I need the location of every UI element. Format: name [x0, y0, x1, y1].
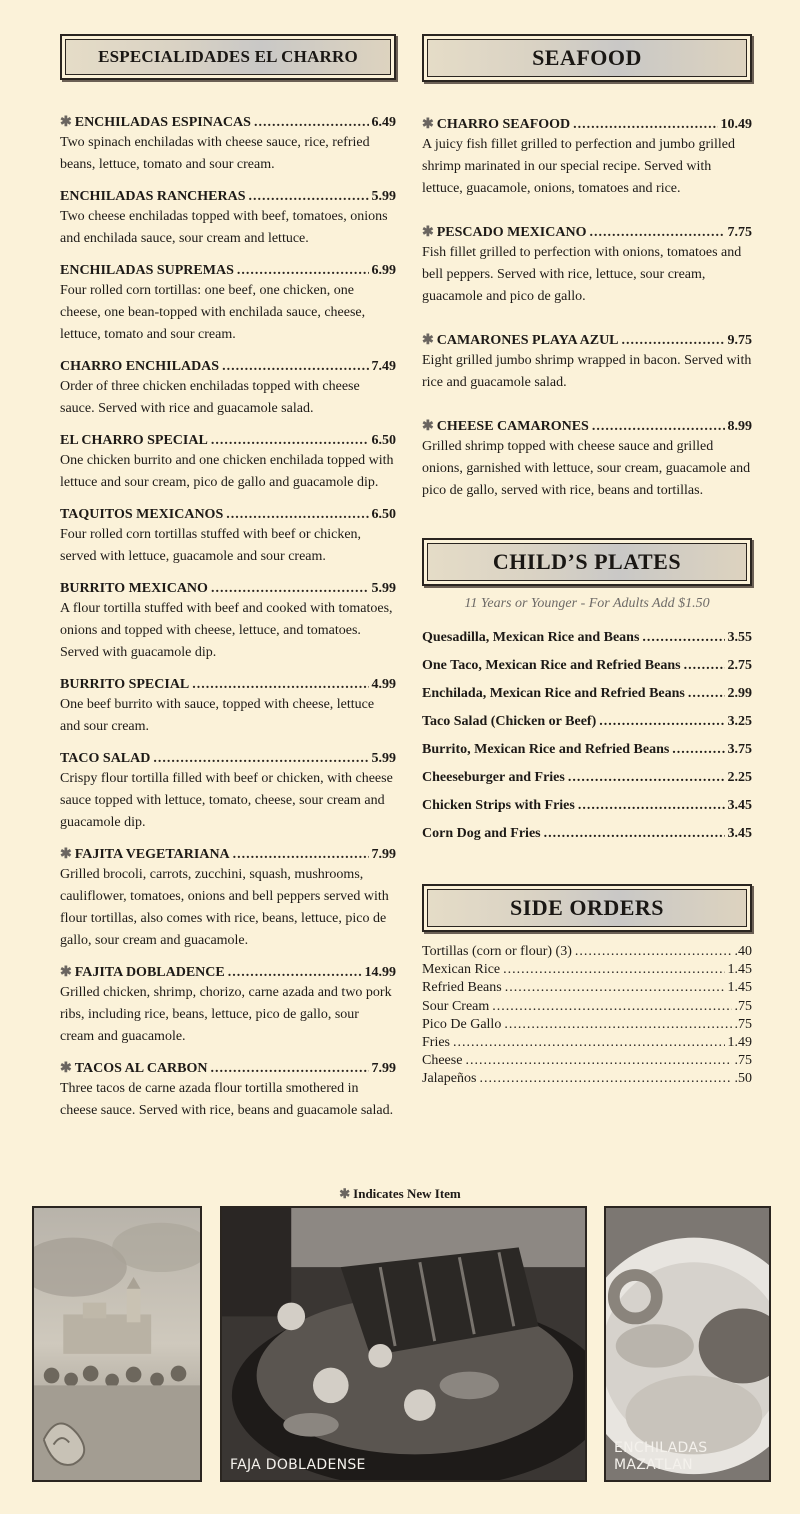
star-icon: ✱ [339, 1186, 351, 1201]
menu-item-name: CHARRO SEAFOOD [436, 117, 571, 132]
row-name: Quesadilla, Mexican Rice and Beans [422, 630, 640, 645]
row-price: 3.55 [727, 630, 752, 645]
menu-item-header [60, 114, 396, 132]
new-item-star-icon: ✱ [60, 115, 72, 130]
new-item-star-icon: ✱ [422, 333, 434, 348]
row-name: Taco Salad (Chicken or Beef) [422, 714, 597, 729]
menu-item-price: 7.75 [727, 225, 752, 240]
menu-item-header [422, 116, 752, 134]
right-column [422, 34, 752, 1089]
menu-item [60, 114, 396, 176]
dot-leader [589, 224, 724, 242]
menu-item-name: ENCHILADAS RANCHERAS [60, 189, 246, 204]
dot-leader [642, 624, 724, 652]
side-order-row [422, 1034, 752, 1052]
menu-item-description: Eight grilled jumbo shrimp wrapped in bacon. Served with rice and guacamole salad. [422, 353, 752, 390]
row-price: 1.49 [727, 1035, 752, 1051]
menu-item-price: 5.99 [371, 581, 396, 596]
menu-item-price: 6.50 [371, 433, 396, 448]
menu-item-description: One beef burrito with sauce, topped with cheese, lettuce and sour cream. [60, 697, 375, 734]
menu-item-description: Crispy flour tortilla filled with beef or chicken, with cheese sauce topped with lettuce, tomato, cheese, sour cream and guacamole dip. [60, 771, 393, 830]
row-price: 1.45 [727, 962, 752, 978]
menu-item-price: 6.99 [371, 263, 396, 278]
menu-item [60, 506, 396, 568]
menu-item-price: 6.50 [371, 507, 396, 522]
menu-item [60, 676, 396, 738]
menu-item-description: Four rolled corn tortillas: one beef, one chicken, one cheese, one bean-topped with enchilada sauce, cheese, lettuce, tomato and sour cream. [60, 283, 366, 342]
menu-item-price: 14.99 [364, 965, 396, 980]
row-price: 3.25 [727, 714, 752, 729]
menu-item-header [60, 188, 396, 206]
menu-item [60, 750, 396, 834]
child-plate-row [422, 624, 752, 652]
menu-item-name: BURRITO MEXICANO [60, 581, 208, 596]
row-name: Sour Cream [422, 998, 490, 1014]
row-name: Pico De Gallo [422, 1016, 502, 1032]
row-name: Enchilada, Mexican Rice and Refried Beans [422, 686, 685, 701]
new-item-legend [0, 1186, 800, 1202]
menu-item-description: One chicken burrito and one chicken enchilada topped with lettuce and sour cream, pico de gallo and guacamole dip. [60, 453, 394, 490]
dot-leader [599, 708, 724, 736]
dot-leader [228, 964, 362, 982]
menu-item [60, 580, 396, 664]
menu-item-name: PESCADO MEXICANO [436, 225, 587, 240]
row-price: 2.75 [727, 658, 752, 673]
menu-item-name: TACO SALAD [60, 751, 151, 766]
side-order-row [422, 979, 752, 997]
new-item-star-icon: ✱ [60, 965, 72, 980]
dot-leader [592, 418, 725, 436]
menu-item-header [60, 506, 396, 524]
row-name: Corn Dog and Fries [422, 826, 541, 841]
menu-item-name: FAJITA VEGETARIANA [74, 847, 230, 862]
dot-leader [479, 1070, 731, 1088]
dot-leader [453, 1034, 725, 1052]
dot-leader [684, 652, 725, 680]
menu-item-name: ENCHILADAS ESPINACAS [74, 115, 251, 130]
menu-item-description: A juicy fish fillet grilled to perfection and jumbo grilled shrimp marinated in our special recipe. Served with lettuce, guacamole, onions, tomatoes and rice. [422, 137, 735, 196]
dot-leader [222, 358, 368, 376]
legend-text: Indicates New Item [353, 1186, 461, 1201]
dot-leader [544, 820, 725, 848]
menu-item-price: 7.99 [371, 1061, 396, 1076]
new-item-star-icon: ✱ [60, 847, 72, 862]
new-item-star-icon: ✱ [60, 1061, 72, 1076]
child-plate-row [422, 708, 752, 736]
row-price: 3.75 [727, 742, 752, 757]
menu-item-header [60, 262, 396, 280]
row-name: Cheese [422, 1053, 463, 1069]
especialidades-heading: ESPECIALIDADES EL CHARRO [65, 39, 391, 75]
child-plate-row [422, 792, 752, 820]
row-name: Cheeseburger and Fries [422, 770, 565, 785]
menu-item-price: 7.99 [371, 847, 396, 862]
new-item-star-icon: ✱ [422, 117, 434, 132]
photo-faja-dobladense-caption: FAJA DOBLADENSE [230, 1457, 366, 1473]
menu-item-name: EL CHARRO SPECIAL [60, 433, 208, 448]
dot-leader [237, 262, 369, 280]
sides-heading: SIDE ORDERS [427, 889, 747, 927]
dot-leader [492, 998, 731, 1016]
menu-item-name: CHEESE CAMARONES [436, 419, 589, 434]
row-name: Refried Beans [422, 980, 502, 996]
menu-item-name: CHARRO ENCHILADAS [60, 359, 220, 374]
menu-item [60, 964, 396, 1048]
dot-leader [578, 792, 725, 820]
photo-mission [32, 1206, 202, 1482]
row-name: Chicken Strips with Fries [422, 798, 575, 813]
side-order-row [422, 1052, 752, 1070]
photo-faja-dobladense [220, 1206, 587, 1482]
row-price: 2.99 [727, 686, 752, 701]
row-price: 1.45 [727, 980, 752, 996]
row-price: 3.45 [727, 798, 752, 813]
menu-item-name: BURRITO SPECIAL [60, 677, 190, 692]
row-name: One Taco, Mexican Rice and Refried Beans [422, 658, 681, 673]
menu-item [422, 332, 752, 394]
menu-item [60, 846, 396, 952]
dot-leader [672, 736, 724, 764]
menu-item-price: 6.49 [371, 115, 396, 130]
row-price: .40 [734, 944, 752, 959]
menu-item [422, 116, 752, 200]
menu-item-description: Grilled shrimp topped with cheese sauce and grilled onions, garnished with lettuce, sour cream, guacamole and pico de gallo, served with rice, beans and tortillas. [422, 439, 751, 498]
fajita-plate-image [222, 1208, 585, 1480]
menu-item-description: Order of three chicken enchiladas topped with cheese sauce. Served with rice and guacamole salad. [60, 379, 360, 416]
menu-item-description: Two spinach enchiladas with cheese sauce, rice, refried beans, lettuce, tomato and sour cream. [60, 135, 370, 172]
row-name: Mexican Rice [422, 962, 501, 978]
seafood-heading-box [422, 34, 752, 82]
menu-item-header [60, 964, 396, 982]
row-name: Jalapeños [422, 1071, 477, 1087]
child-plate-row [422, 652, 752, 680]
child-plate-row [422, 764, 752, 792]
seafood-list [422, 116, 752, 502]
menu-item-name: TAQUITOS MEXICANOS [60, 507, 224, 522]
dot-leader [465, 1052, 731, 1070]
child-subtitle: 11 Years or Younger - For Adults Add $1.50 [464, 596, 710, 611]
dot-leader [211, 432, 369, 450]
child-list [422, 624, 752, 848]
row-price: .75 [734, 998, 752, 1014]
menu-item-header [422, 418, 752, 436]
especialidades-heading-box [60, 34, 396, 80]
photo-enchiladas-mazatlan [604, 1206, 771, 1482]
dot-leader [249, 188, 369, 206]
menu-item-header [422, 224, 752, 242]
side-order-row [422, 998, 752, 1016]
dot-leader [211, 1060, 369, 1078]
menu-item-header [422, 332, 752, 350]
menu-item-header [60, 1060, 396, 1078]
especialidades-column [60, 34, 396, 1122]
menu-item-price: 5.99 [371, 189, 396, 204]
row-price: .75 [734, 1053, 752, 1069]
menu-item-header [60, 750, 396, 768]
menu-item [422, 224, 752, 308]
dot-leader [192, 676, 368, 694]
menu-item-price: 10.49 [720, 117, 752, 132]
menu-item-header [60, 846, 396, 864]
menu-item [60, 1060, 396, 1122]
dot-leader [504, 1016, 731, 1034]
child-plate-row [422, 820, 752, 848]
menu-item-description: Fish fillet grilled to perfection with onions, tomatoes and bell peppers. Served with rice, lettuce, sour cream, guacamole and pico de gallo. [422, 245, 742, 304]
dot-leader [575, 943, 732, 961]
menu-item-price: 7.49 [371, 359, 396, 374]
menu-item-price: 5.99 [371, 751, 396, 766]
menu-item [60, 262, 396, 346]
menu-item-price: 8.99 [727, 419, 752, 434]
sides-list [422, 943, 752, 1089]
row-name: Burrito, Mexican Rice and Refried Beans [422, 742, 670, 757]
menu-item-description: Four rolled corn tortillas stuffed with beef or chicken, served with lettuce, guacamole and sour cream. [60, 527, 362, 564]
dot-leader [573, 116, 717, 134]
menu-item-header [60, 580, 396, 598]
row-price: 3.45 [727, 826, 752, 841]
side-order-row [422, 1016, 752, 1034]
dot-leader [153, 750, 368, 768]
menu-item-price: 4.99 [371, 677, 396, 692]
child-heading-box [422, 538, 752, 586]
dot-leader [568, 764, 725, 792]
child-plate-row [422, 680, 752, 708]
menu-item-name: TACOS AL CARBON [74, 1061, 208, 1076]
menu-item [60, 188, 396, 250]
menu-item-description: Three tacos de carne azada flour tortilla smothered in cheese sauce. Served with rice, beans and guacamole salad. [60, 1081, 394, 1118]
menu-item-price: 9.75 [727, 333, 752, 348]
menu-item [60, 432, 396, 494]
row-name: Fries [422, 1035, 450, 1051]
dot-leader [505, 979, 725, 997]
mission-painting-image [34, 1208, 200, 1480]
row-price: 2.25 [727, 770, 752, 785]
especialidades-list [60, 114, 396, 1122]
new-item-star-icon: ✱ [422, 419, 434, 434]
dot-leader [226, 506, 368, 524]
dot-leader [622, 332, 725, 350]
side-order-row [422, 961, 752, 979]
menu-item-header [60, 432, 396, 450]
menu-item-description: Two cheese enchiladas topped with beef, tomatoes, onions and enchilada sauce, sour cream and lettuce. [60, 209, 388, 246]
seafood-heading: SEAFOOD [427, 39, 747, 77]
sides-heading-box [422, 884, 752, 932]
menu-item-description: Grilled chicken, shrimp, chorizo, carne azada and two pork ribs, including rice, beans, lettuce, pico de gallo, sour cream and guacamole. [60, 985, 392, 1044]
child-plate-row [422, 736, 752, 764]
row-price: .50 [734, 1071, 752, 1087]
side-order-row [422, 943, 752, 961]
row-price: .75 [734, 1016, 752, 1032]
photo-enchiladas-mazatlan-caption: ENCHILADAS MAZATLAN [614, 1440, 708, 1473]
dot-leader [254, 114, 369, 132]
dot-leader [211, 580, 369, 598]
menu-item [422, 418, 752, 502]
menu-item-name: FAJITA DOBLADENCE [74, 965, 225, 980]
menu-item-description: A flour tortilla stuffed with beef and cooked with tomatoes, onions and topped with cheese, lettuce, and tomatoes. Served with guacamole dip. [60, 601, 393, 660]
menu-item-description: Grilled brocoli, carrots, zucchini, squash, mushrooms, cauliflower, tomatoes, onions and bell peppers served with flour tortillas, also comes with rice, beans, lettuce, pico de gallo, sour cream and guacamole. [60, 867, 389, 948]
menu-item-name: CAMARONES PLAYA AZUL [436, 333, 619, 348]
menu-item-name: ENCHILADAS SUPREMAS [60, 263, 234, 278]
dot-leader [503, 961, 724, 979]
dot-leader [688, 680, 725, 708]
menu-item-header [60, 358, 396, 376]
child-heading: CHILD’S PLATES [427, 543, 747, 581]
side-order-row [422, 1070, 752, 1088]
menu-item-header [60, 676, 396, 694]
dot-leader [233, 846, 369, 864]
row-name: Tortillas (corn or flour) (3) [422, 944, 572, 959]
new-item-star-icon: ✱ [422, 225, 434, 240]
menu-item [60, 358, 396, 420]
